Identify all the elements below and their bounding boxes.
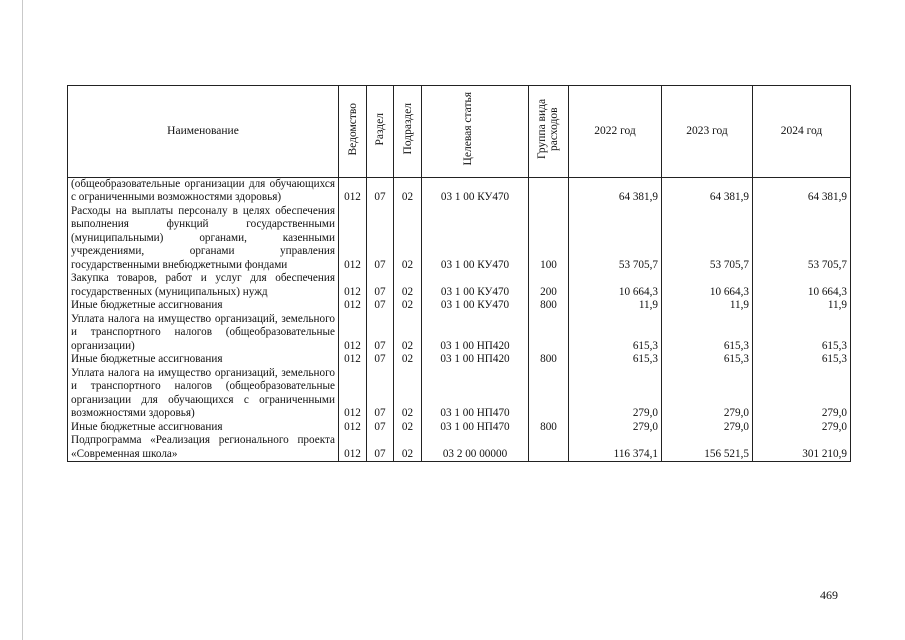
header-2024: 2024 год: [753, 86, 851, 178]
cell-y2022: 615,3: [569, 353, 662, 367]
cell-dept: 012: [339, 313, 367, 354]
cell-y2022: 279,0: [569, 421, 662, 435]
table-row: [68, 272, 851, 299]
cell-section: 07: [367, 177, 394, 205]
cell-y2023: 279,0: [662, 367, 753, 421]
cell-target: 03 1 00 КУ470: [422, 272, 529, 299]
cell-y2023: 11,9: [662, 299, 753, 313]
table-row: [68, 177, 851, 205]
header-target: Целевая статья: [422, 86, 529, 178]
cell-y2022: 11,9: [569, 299, 662, 313]
cell-dept: 012: [339, 421, 367, 435]
cell-y2024: 279,0: [753, 367, 851, 421]
cell-dept: 012: [339, 353, 367, 367]
cell-y2022: 53 705,7: [569, 205, 662, 273]
cell-target: 03 1 00 НП420: [422, 313, 529, 354]
cell-subsection: 02: [394, 299, 422, 313]
cell-y2023: 64 381,9: [662, 177, 753, 205]
cell-y2023: 53 705,7: [662, 205, 753, 273]
table-row: [68, 434, 851, 462]
cell-name: Расходы на выплаты персоналу в целях обеспечения выполнения функций государственными (муниципальными) органами, казенными учреждениями, органами управления государственными внебюджетными фондами: [68, 205, 339, 273]
cell-section: 07: [367, 272, 394, 299]
cell-subsection: 02: [394, 205, 422, 273]
cell-subsection: 02: [394, 421, 422, 435]
cell-target: 03 1 00 КУ470: [422, 177, 529, 205]
cell-name: Иные бюджетные ассигнования: [68, 353, 339, 367]
cell-y2023: 279,0: [662, 421, 753, 435]
cell-dept: 012: [339, 299, 367, 313]
cell-y2024: 53 705,7: [753, 205, 851, 273]
table-body: [68, 177, 851, 462]
cell-group: 800: [529, 299, 569, 313]
cell-y2023: 615,3: [662, 353, 753, 367]
cell-section: 07: [367, 205, 394, 273]
table-header-row: [68, 86, 851, 178]
cell-y2024: 615,3: [753, 313, 851, 354]
cell-subsection: 02: [394, 434, 422, 462]
cell-dept: 012: [339, 272, 367, 299]
cell-group: [529, 313, 569, 354]
cell-dept: 012: [339, 205, 367, 273]
cell-y2022: 116 374,1: [569, 434, 662, 462]
cell-name: Иные бюджетные ассигнования: [68, 299, 339, 313]
cell-group: 800: [529, 353, 569, 367]
cell-group: 100: [529, 205, 569, 273]
header-2022: 2022 год: [569, 86, 662, 178]
cell-dept: 012: [339, 177, 367, 205]
cell-y2022: 64 381,9: [569, 177, 662, 205]
cell-y2024: 279,0: [753, 421, 851, 435]
cell-subsection: 02: [394, 177, 422, 205]
cell-section: 07: [367, 421, 394, 435]
cell-section: 07: [367, 434, 394, 462]
page-number: 469: [820, 588, 838, 602]
cell-name: Закупка товаров, работ и услуг для обеспечения государственных (муниципальных) нужд: [68, 272, 339, 299]
header-name: Наименование: [68, 86, 339, 178]
cell-y2022: 279,0: [569, 367, 662, 421]
cell-target: 03 1 00 НП470: [422, 367, 529, 421]
cell-dept: 012: [339, 434, 367, 462]
cell-y2023: 156 521,5: [662, 434, 753, 462]
cell-dept: 012: [339, 367, 367, 421]
cell-name: Уплата налога на имущество организаций, земельного и транспортного налогов (общеобразовательные организации): [68, 313, 339, 354]
table-row: [68, 353, 851, 367]
cell-y2022: 615,3: [569, 313, 662, 354]
cell-target: 03 1 00 НП470: [422, 421, 529, 435]
cell-y2024: 64 381,9: [753, 177, 851, 205]
cell-target: 03 1 00 НП420: [422, 353, 529, 367]
header-section: Раздел: [367, 86, 394, 178]
table-row: [68, 367, 851, 421]
cell-y2024: 11,9: [753, 299, 851, 313]
budget-table: [67, 85, 851, 462]
cell-group: 800: [529, 421, 569, 435]
cell-name: Иные бюджетные ассигнования: [68, 421, 339, 435]
cell-y2022: 10 664,3: [569, 272, 662, 299]
cell-group: [529, 434, 569, 462]
table-row: [68, 205, 851, 273]
cell-y2024: 301 210,9: [753, 434, 851, 462]
cell-subsection: 02: [394, 272, 422, 299]
cell-y2024: 10 664,3: [753, 272, 851, 299]
cell-section: 07: [367, 353, 394, 367]
cell-y2024: 615,3: [753, 353, 851, 367]
cell-subsection: 02: [394, 353, 422, 367]
cell-group: [529, 177, 569, 205]
cell-subsection: 02: [394, 367, 422, 421]
cell-section: 07: [367, 299, 394, 313]
cell-y2023: 615,3: [662, 313, 753, 354]
cell-group: 200: [529, 272, 569, 299]
cell-target: 03 1 00 КУ470: [422, 205, 529, 273]
page-edge-line: [22, 0, 23, 640]
cell-target: 03 1 00 КУ470: [422, 299, 529, 313]
header-dept: Ведомство: [339, 86, 367, 178]
cell-name: Подпрограмма «Реализация регионального проекта «Современная школа»: [68, 434, 339, 462]
table-row: [68, 313, 851, 354]
cell-section: 07: [367, 313, 394, 354]
table-row: [68, 421, 851, 435]
header-subsection: Подраздел: [394, 86, 422, 178]
cell-group: [529, 367, 569, 421]
table-row: [68, 299, 851, 313]
cell-section: 07: [367, 367, 394, 421]
cell-y2023: 10 664,3: [662, 272, 753, 299]
cell-target: 03 2 00 00000: [422, 434, 529, 462]
header-2023: 2023 год: [662, 86, 753, 178]
header-group: Группа вида расходов: [529, 86, 569, 178]
cell-subsection: 02: [394, 313, 422, 354]
cell-name: Уплата налога на имущество организаций, земельного и транспортного налогов (общеобразовательные организации для обучающихся с ограниченными возможностями здоровья): [68, 367, 339, 421]
cell-name: (общеобразовательные организации для обучающихся с ограниченными возможностями здоровья): [68, 177, 339, 205]
